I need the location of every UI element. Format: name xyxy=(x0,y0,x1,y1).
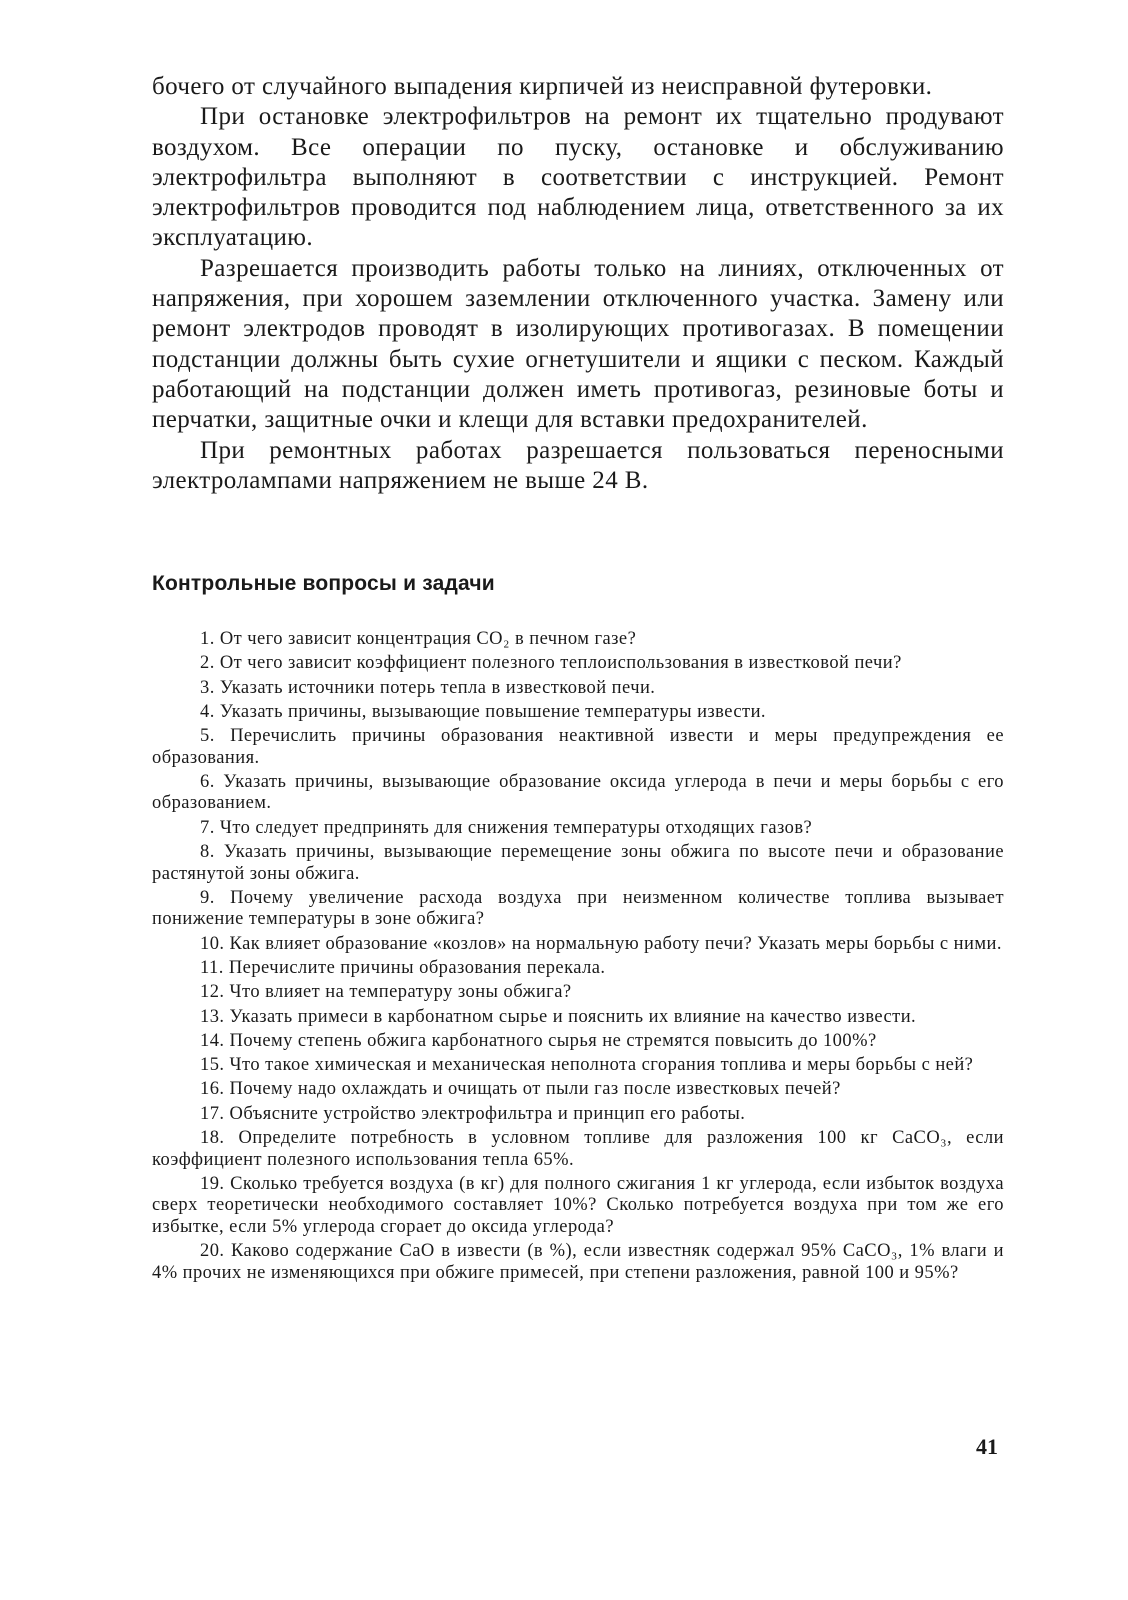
question-item: 19. Сколько требуется воздуха (в кг) для полного сжигания 1 кг углерода, если избыток воздуха сверх теоретически необходимого составляет 10%? Сколько потребуется воздуха при том же его избытке, если 5% углерода сгорает до оксида углерода? xyxy=(152,1173,1004,1237)
question-item: 4. Указать причины, вызывающие повышение температуры извести. xyxy=(200,701,767,722)
question-item: 18. Определите потребность в условном топливе для разложения 100 кг CaCO₃, если коэффициент полезного использования тепла 65%. xyxy=(152,1128,1004,1170)
question-item: 15. Что такое химическая и механическая неполнота сгорания топлива и меры борьбы с ней? xyxy=(200,1055,974,1076)
question-item: 11. Перечислите причины образования перекала. xyxy=(200,957,606,978)
paragraph-portable-lamps: При ремонтных работах разрешается пользоваться переносными электролампами напряжением не выше 24 В. xyxy=(152,436,1004,494)
question-item: 9. Почему увеличение расхода воздуха при неизменном количестве топлива вызывает понижение температуры в зоне обжига? xyxy=(152,887,1004,930)
question-item: 16. Почему надо охлаждать и очищать от пыли газ после известковых печей? xyxy=(200,1079,841,1100)
question-item: 20. Каково содержание CaO в извести (в %), если известняк содержал 95% CaCO₃, 1% влаги и 4% прочих не изменяющихся при обжиге примесей, при степени разложения, равной 100 и 95%? xyxy=(152,1241,1004,1283)
question-item: 10. Как влияет образование «козлов» на нормальную работу печи? Указать меры борьбы с ними. xyxy=(200,933,1002,954)
question-item: 7. Что следует предпринять для снижения температуры отходящих газов? xyxy=(200,817,813,838)
question-item: 17. Объясните устройство электрофильтра и принцип его работы. xyxy=(200,1103,746,1124)
paragraph-continuation: бочего от случайного выпадения кирпичей из неисправной футеровки. xyxy=(152,73,933,100)
question-item: 13. Указать примеси в карбонатном сырье и пояснить их влияние на качество извести. xyxy=(200,1006,917,1027)
paragraph-safety-rules: Разрешается производить работы только на линиях, отключенных от напряжения, при хорошем заземлении отключенного участка. Замену или ремонт электродов проводят в изолирующих противогазах. В помещении подстанции должны быть сухие огнетушители и ящики с песком. Каждый работающий на подстанции должен иметь противогаз, резиновые боты и перчатки, защитные очки и клещи для вставки предохранителей. xyxy=(152,254,1004,434)
question-item: 3. Указать источники потерь тепла в известковой печи. xyxy=(200,677,656,698)
section-heading: Контрольные вопросы и задачи xyxy=(152,572,495,595)
questions-list xyxy=(152,629,1004,1287)
page-content xyxy=(152,72,1004,1283)
question-item: 1. От чего зависит концентрация CO₂ в печном газе? xyxy=(200,629,637,649)
question-item: 5. Перечислить причины образования неактивной извести и меры предупреждения ее образования. xyxy=(152,726,1004,768)
question-item: 12. Что влияет на температуру зоны обжига? xyxy=(200,982,572,1003)
question-item: 2. От чего зависит коэффициент полезного теплоиспользования в известковой печи? xyxy=(200,653,902,674)
page-number: 41 xyxy=(976,1434,998,1459)
question-item: 8. Указать причины, вызывающие перемещение зоны обжига по высоте печи и образование растянутой зоны обжига. xyxy=(152,842,1004,884)
paragraph-electrofilter-repair: При остановке электрофильтров на ремонт их тщательно продувают воздухом. Все операции по пуску, остановке и обслуживанию электрофильтра выполняют в соответствии с инструкцией. Ремонт электрофильтров проводится под наблюдением лица, ответственного за их эксплуатацию. xyxy=(152,103,1004,252)
question-item: 6. Указать причины, вызывающие образование оксида углерода в печи и меры борьбы с его образованием. xyxy=(152,771,1004,814)
question-item: 14. Почему степень обжига карбонатного сырья не стремятся повысить до 100%? xyxy=(200,1030,877,1051)
